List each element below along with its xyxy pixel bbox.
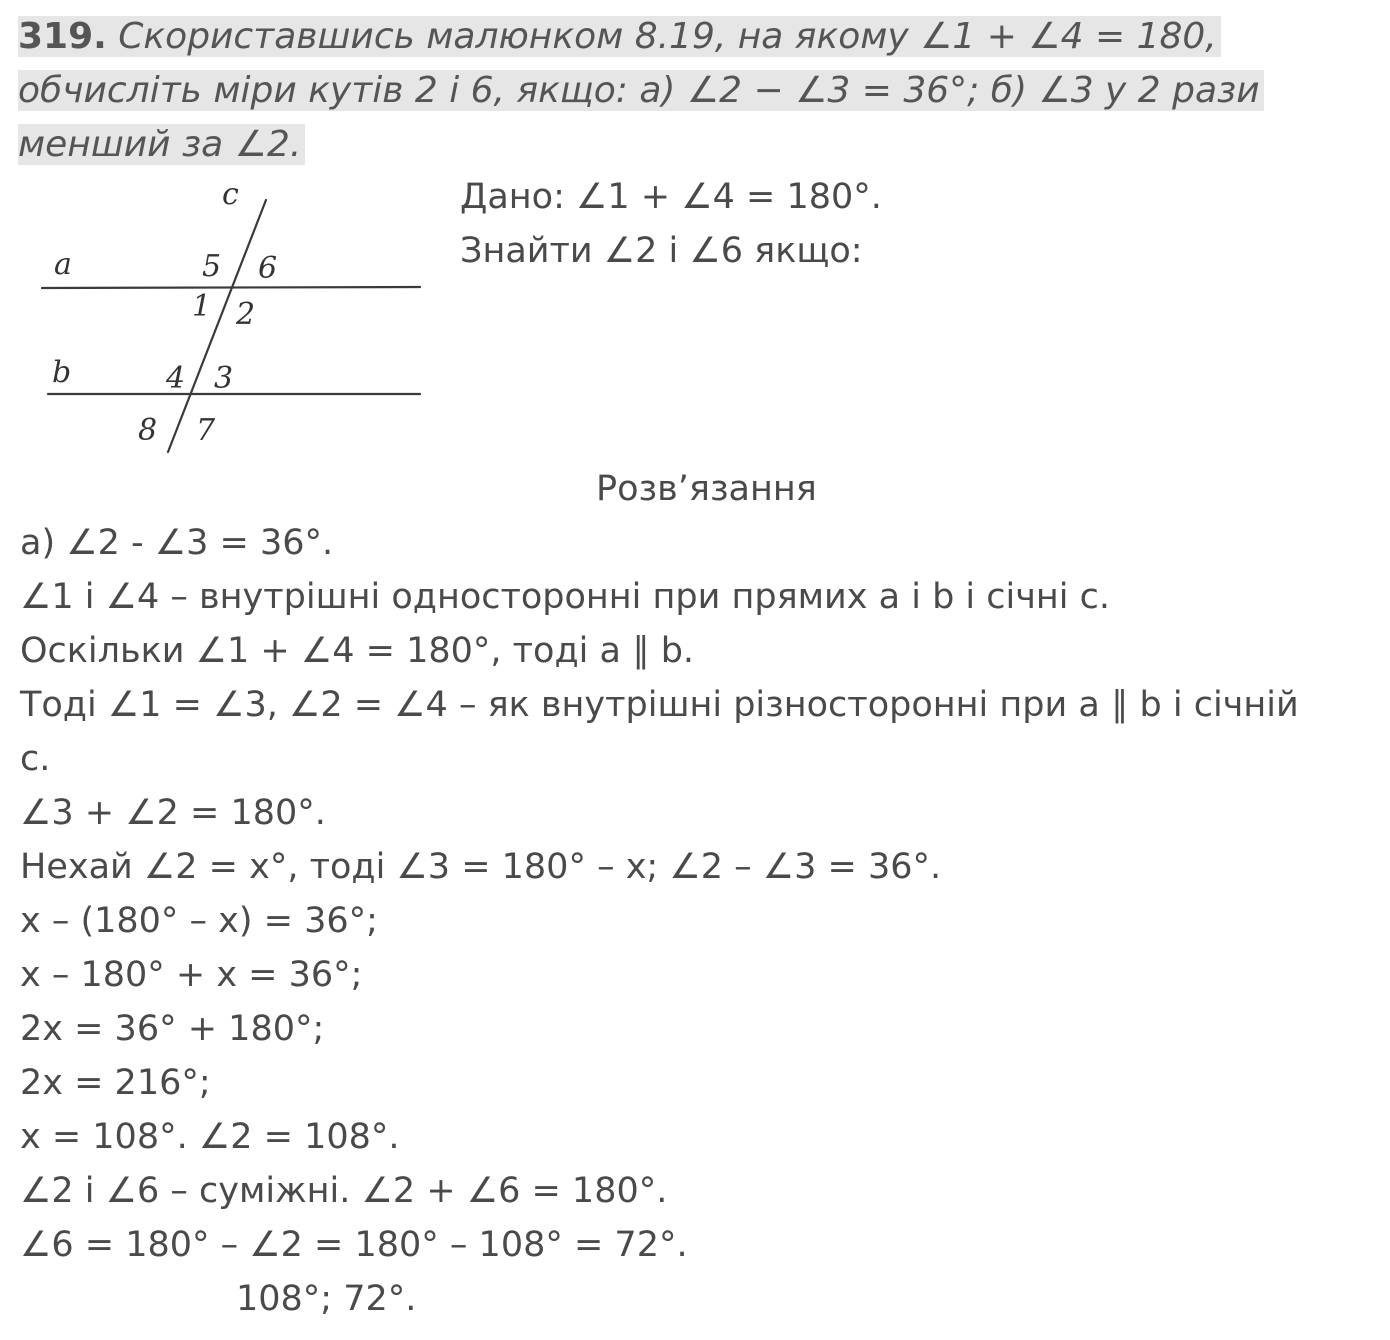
solution-line-13: ∠2 і ∠6 – суміжні. ∠2 + ∠6 = 180°. [20,1171,668,1211]
solution-title: Розв’язання [596,469,817,509]
solution-line-14: ∠6 = 180° – ∠2 = 180° – 108° = 72°. [20,1225,688,1265]
solution-line-1: а) ∠2 - ∠3 = 36°. [20,523,334,563]
solution-line-12: x = 108°. ∠2 = 108°. [20,1117,400,1157]
label-b: b [52,355,72,390]
angle-label-8: 8 [138,413,158,448]
angle-label-1: 1 [192,289,212,324]
task-text-3: менший за ∠2. [18,124,305,165]
answer-line: 108°; 72°. [236,1279,417,1319]
solution-line-5: c. [20,739,51,779]
given-line: Дано: ∠1 + ∠4 = 180°. [460,177,882,217]
given-block [460,170,882,278]
task-line-1 [18,10,1322,64]
solution-body [20,516,1380,1326]
task-statement [18,10,1322,172]
angle-label-6: 6 [258,251,278,286]
solution-line-6: ∠3 + ∠2 = 180°. [20,793,326,833]
solution-line-4: Тоді ∠1 = ∠3, ∠2 = ∠4 – як внутрішні різносторонні при a ∥ b і січній [20,685,1299,725]
angle-label-3: 3 [214,361,234,396]
task-line-2 [18,64,1322,118]
task-text-1: Скориставшись малюнком 8.19, на якому ∠1 + ∠4 = 180, [118,16,1217,57]
task-line-3 [18,118,1322,172]
solution-line-2: ∠1 і ∠4 – внутрішні односторонні при прямих a і b і січні c. [20,577,1111,617]
parallel-lines-figure [30,170,430,460]
label-c: c [222,177,239,212]
solution-line-7: Нехай ∠2 = x°, тоді ∠3 = 180° – x; ∠2 – ∠3 = 36°. [20,847,942,887]
angle-label-7: 7 [196,413,216,448]
angle-label-2: 2 [236,297,256,332]
label-a: a [54,247,72,282]
solution-line-10: 2x = 36° + 180°; [20,1009,325,1049]
task-number: 319. [18,16,107,57]
angle-label-4: 4 [166,361,186,396]
solution-line-3: Оскільки ∠1 + ∠4 = 180°, тоді a ∥ b. [20,631,695,671]
solution-line-9: x – 180° + x = 36°; [20,955,363,995]
find-line: Знайти ∠2 і ∠6 якщо: [460,231,863,271]
task-text-2: обчисліть міри кутів 2 і 6, якщо: а) ∠2 − ∠3 = 36°; б) ∠3 у 2 рази [18,70,1264,111]
angle-label-5: 5 [202,249,222,284]
solution-line-8: x – (180° – x) = 36°; [20,901,378,941]
solution-line-11: 2x = 216°; [20,1063,211,1103]
